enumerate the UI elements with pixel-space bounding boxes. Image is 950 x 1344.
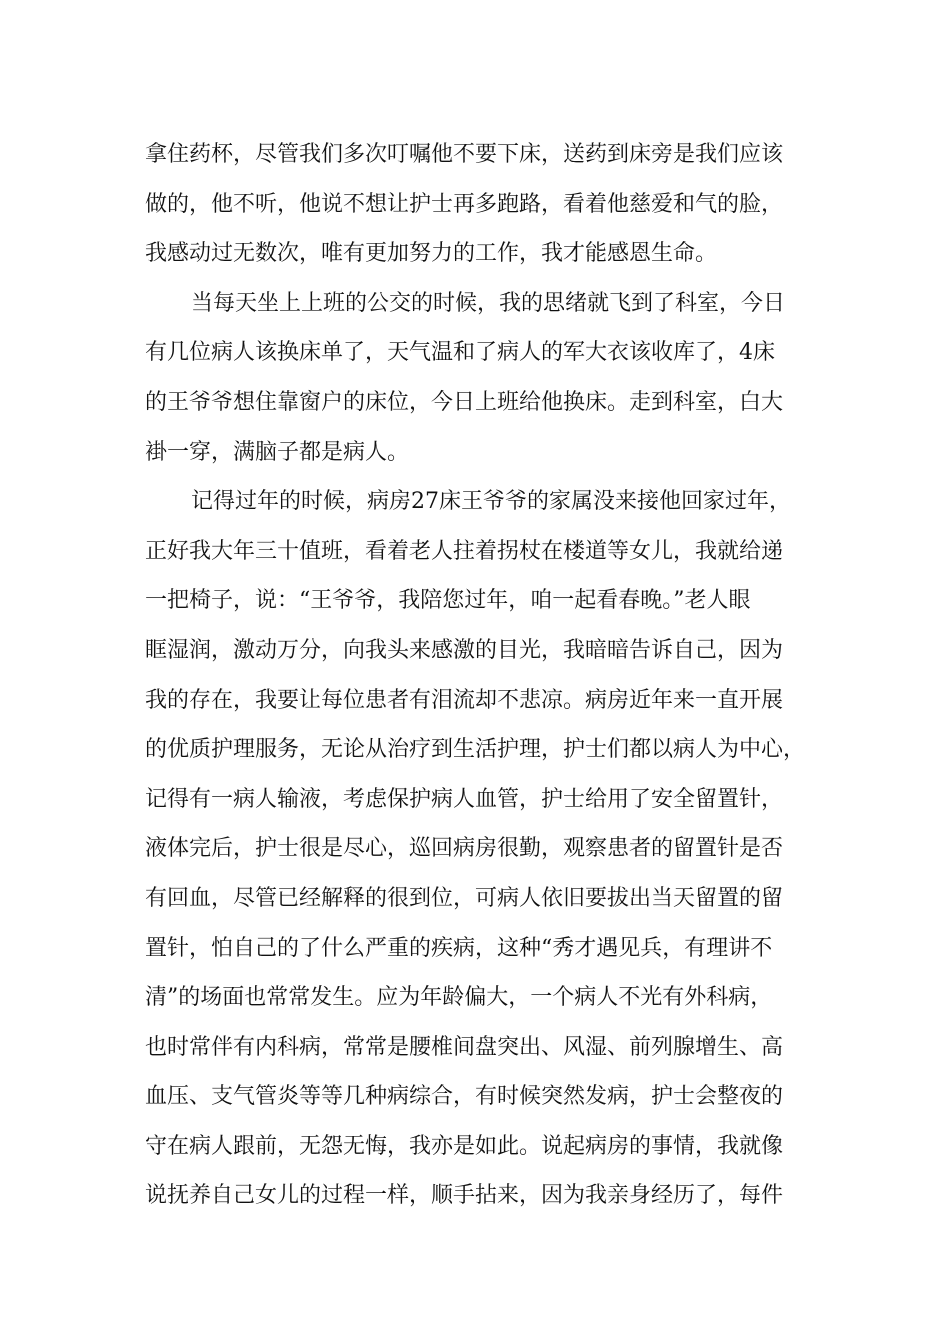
text-line: 的王爷爷想住靠窗户的床位，今日上班给他换床。走到科室，白大 — [145, 389, 784, 415]
text-line: 拿住药杯，尽管我们多次叮嘱他不要下床，送药到床旁是我们应该 — [145, 142, 784, 167]
text-line: 眶湿润，激动万分，向我头来感激的目光，我暗暗告诉自己，因为 — [145, 637, 784, 663]
text-line: 守在病人跟前，无怨无悔，我亦是如此。说起病房的事情，我就像 — [145, 1133, 784, 1159]
text-line: 褂一穿，满脑子都是病人。 — [145, 439, 410, 465]
text-line: 我感动过无数次，唯有更加努力的工作，我才能感恩生命。 — [145, 241, 718, 267]
text-line: 当每天坐上上班的公交的时候，我的思绪就飞到了科室，今日 — [191, 290, 786, 316]
text-line: 的优质护理服务，无论从治疗到生活护理，护士们都以病人为中心， — [145, 737, 806, 763]
text-line: 我的存在，我要让每位患者有泪流却不悲凉。病房近年来一直开展 — [145, 687, 784, 713]
text-line: 置针，怕自己的了什么严重的疾病，这种“秀才遇见兵，有理讲不 — [145, 935, 773, 961]
text-line: 记得过年的时候，病房27床王爷爷的家属没来接他回家过年， — [191, 489, 791, 515]
text-line: 有几位病人该换床单了，天气温和了病人的军大衣该收库了，4床 — [145, 340, 775, 366]
text-line: 液体完后，护士很是尽心，巡回病房很勤，观察患者的留置针是否 — [145, 836, 784, 862]
text-line: 有回血，尽管已经解释的很到位，可病人依旧要拔出当天留置的留 — [145, 885, 784, 911]
text-line: 记得有一病人输液，考虑保护病人血管，护士给用了安全留置针， — [145, 786, 784, 812]
text-line: 一把椅子，说：“王爷爷，我陪您过年，咱一起看春晚。”老人眼 — [145, 588, 751, 614]
text-line: 正好我大年三十值班，看着老人拄着拐杖在楼道等女儿，我就给递 — [145, 538, 784, 564]
text-line: 说抚养自己女儿的过程一样，顺手拈来，因为我亲身经历了，每件 — [145, 1183, 784, 1209]
body-text — [145, 130, 825, 1221]
text-line: 做的，他不听，他说不想让护士再多跑路，看着他慈爱和气的脸， — [145, 191, 784, 217]
text-line: 清”的场面也常常发生。应为年龄偏大，一个病人不光有外科病， — [145, 985, 773, 1011]
text-line: 也时常伴有内科病，常常是腰椎间盘突出、风湿、前列腺增生、高 — [145, 1034, 784, 1060]
text-line: 血压、支气管炎等等几种病综合，有时候突然发病，护士会整夜的 — [145, 1084, 784, 1110]
